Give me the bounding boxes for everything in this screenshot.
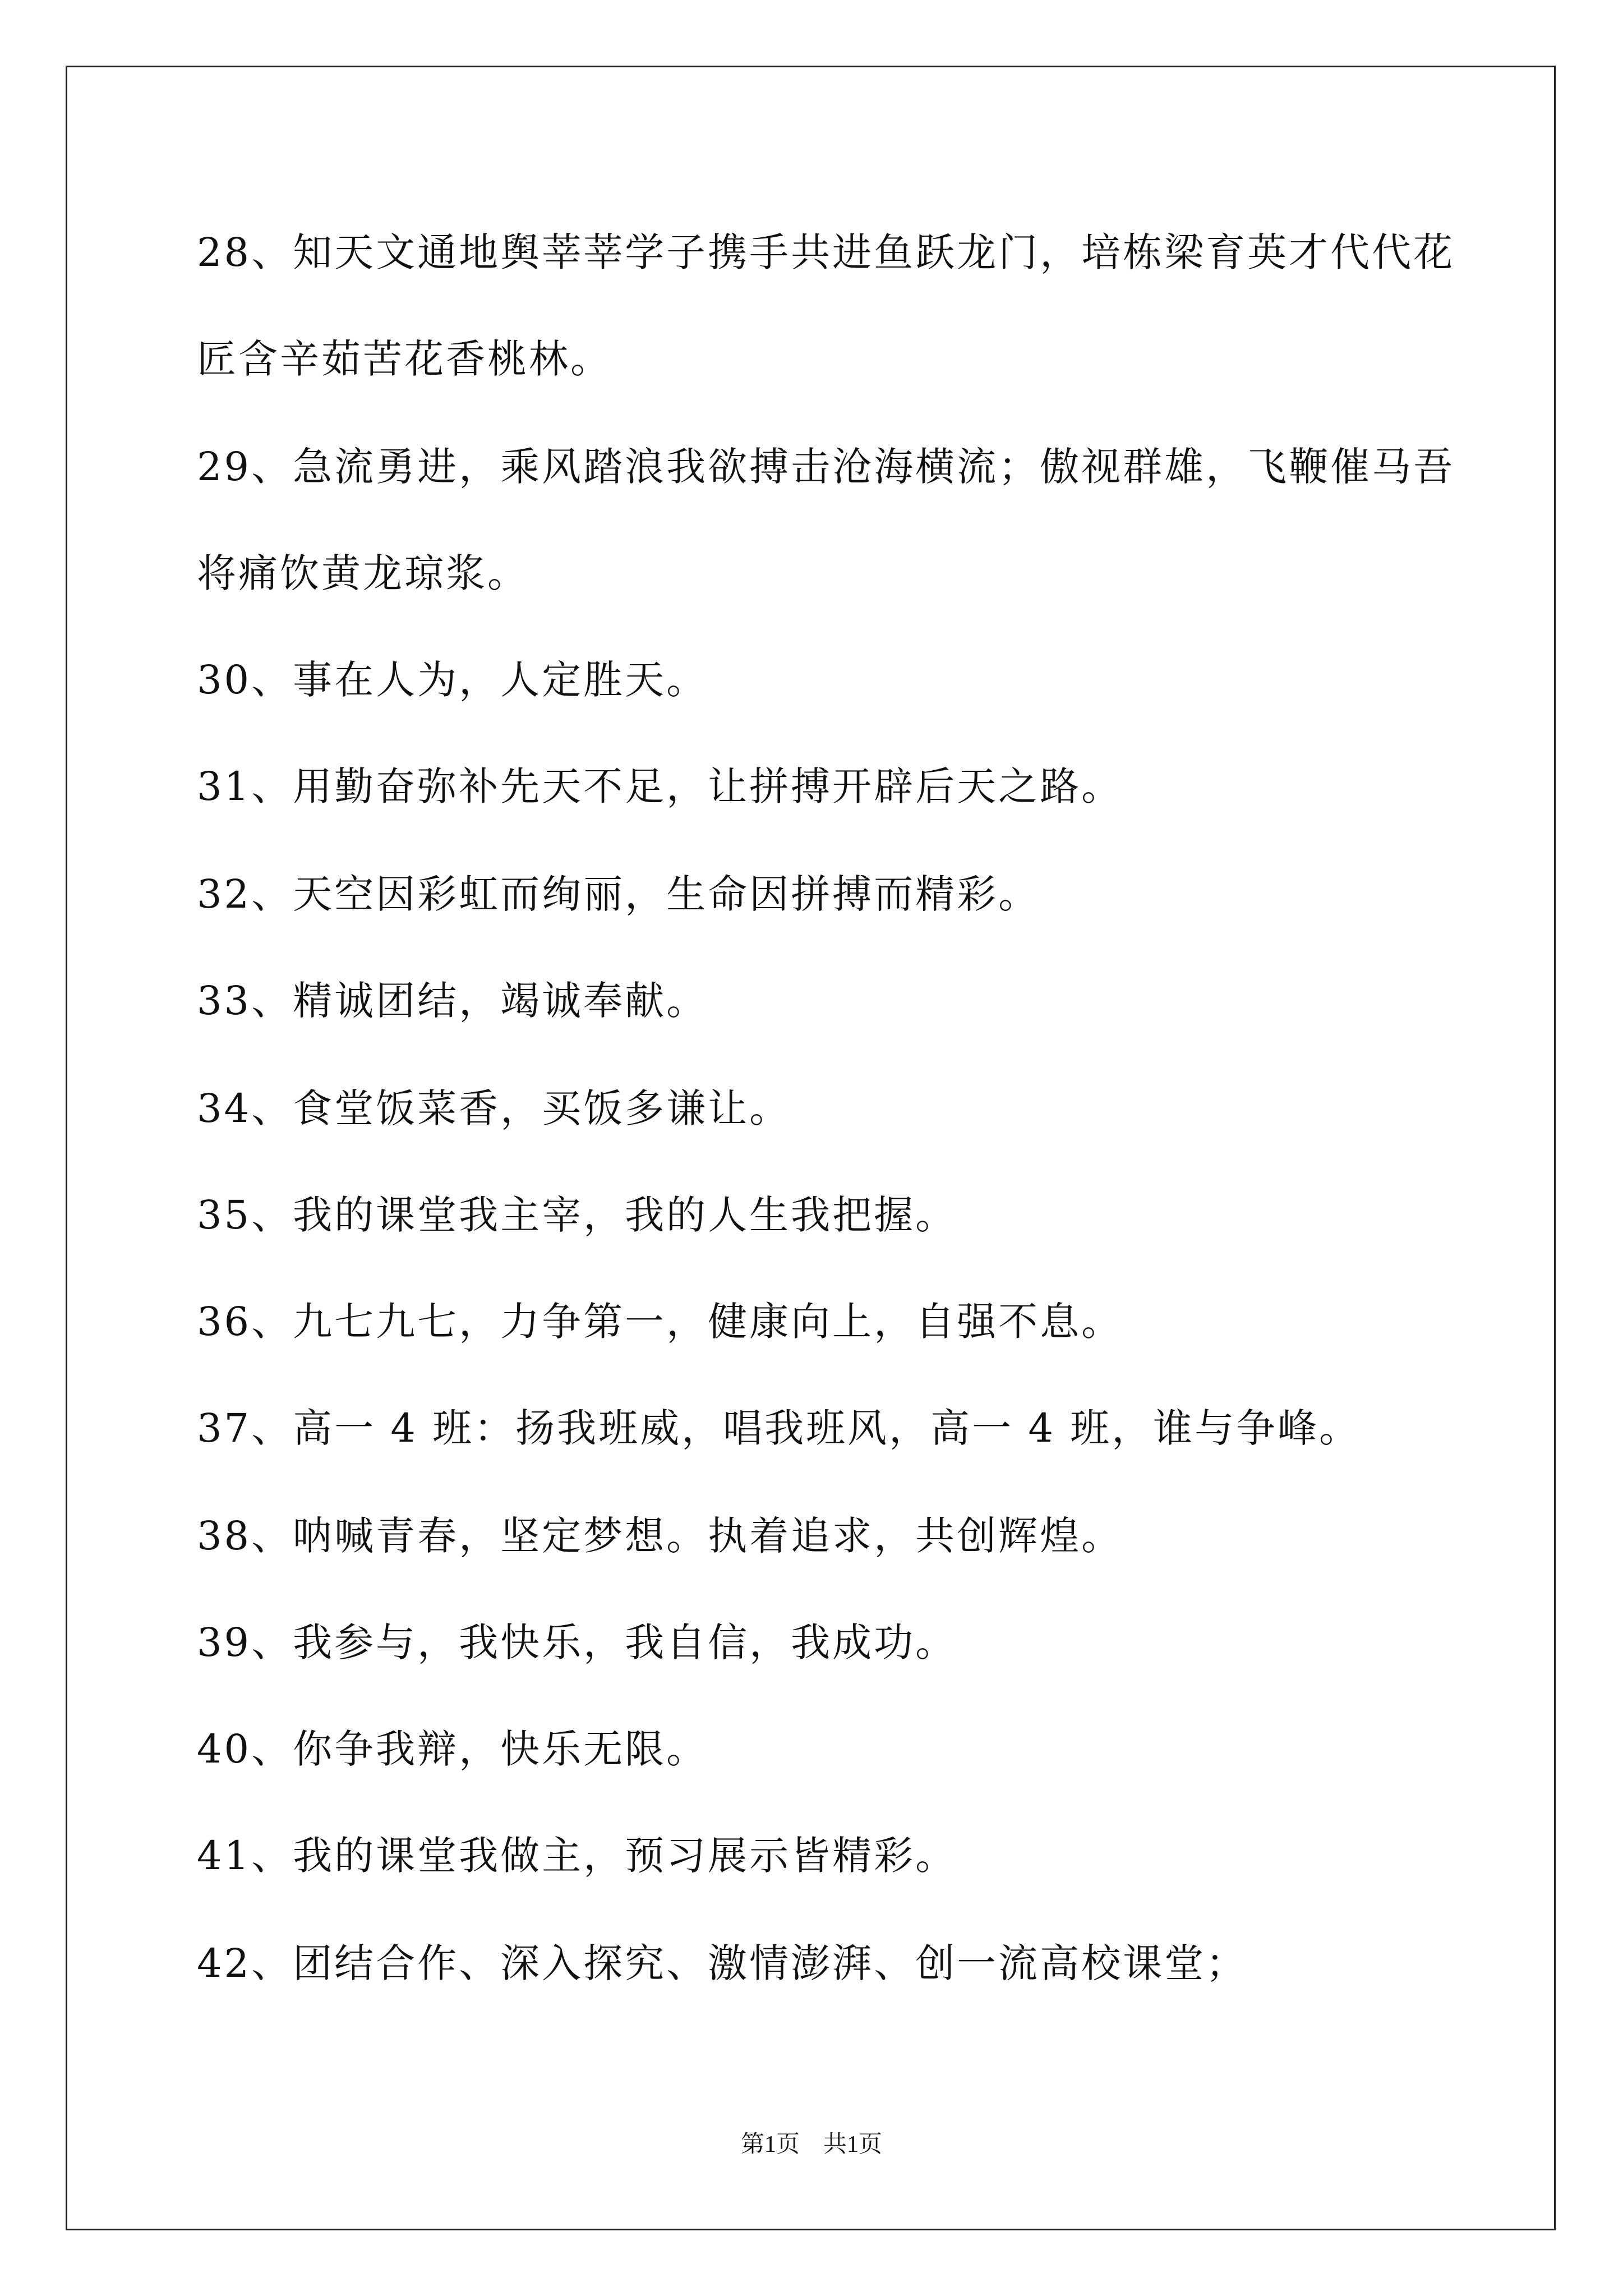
text-line: 29、急流勇进，乘风踏浪我欲搏击沧海横流；傲视群雄，飞鞭催马吾 [197, 444, 1455, 490]
text-line: 36、九七九七，力争第一，健康向上，自强不息。 [197, 1299, 1123, 1345]
page-border [66, 66, 1556, 2230]
text-line: 28、知天文通地舆莘莘学子携手共进鱼跃龙门，培栋梁育英才代代花 [197, 229, 1455, 275]
text-line: 33、精诚团结，竭诚奉献。 [197, 978, 708, 1024]
text-line: 匠含辛茹苦花香桃林。 [197, 336, 612, 382]
page-number: 第1页 共1页 [740, 2132, 882, 2157]
text-line: 42、团结合作、深入探究、激情澎湃、创一流高校课堂； [197, 1940, 1248, 1986]
text-line: 41、我的课堂我做主，预习展示皆精彩。 [197, 1833, 957, 1879]
text-line: 38、呐喊青春，坚定梦想。执着追求，共创辉煌。 [197, 1513, 1123, 1559]
text-line: 35、我的课堂我主宰，我的人生我把握。 [197, 1192, 957, 1238]
text-line: 39、我参与，我快乐，我自信，我成功。 [197, 1619, 957, 1665]
text-line: 34、食堂饭菜香，买饭多谦让。 [197, 1085, 791, 1131]
text-line: 40、你争我辩，快乐无限。 [197, 1726, 708, 1772]
text-line: 31、用勤奋弥补先天不足，让拼搏开辟后天之路。 [197, 763, 1123, 809]
text-line: 32、天空因彩虹而绚丽，生命因拼搏而精彩。 [197, 871, 1040, 917]
text-line: 37、高一 4 班：扬我班威，唱我班风，高一 4 班，谁与争峰。 [197, 1405, 1361, 1451]
text-line: 将痛饮黄龙琼浆。 [197, 550, 529, 596]
text-line: 30、事在人为，人定胜天。 [197, 657, 708, 703]
